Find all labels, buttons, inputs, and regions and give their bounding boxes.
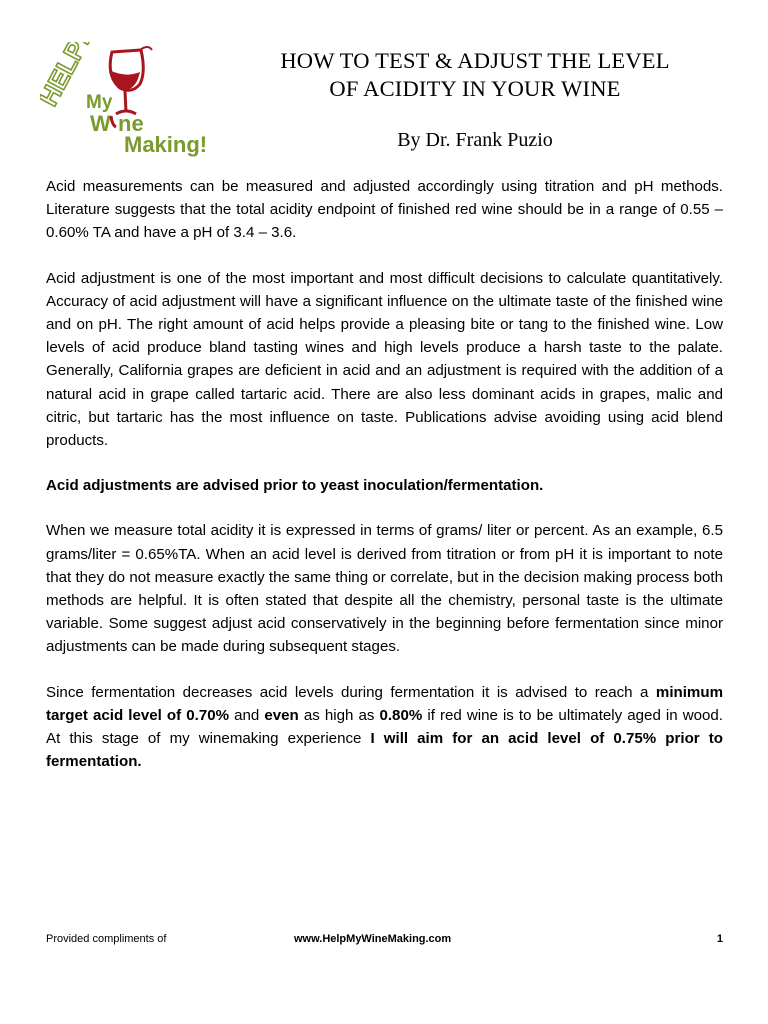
paragraph-advice-bold: Acid adjustments are advised prior to yeast inoculation/fermentation. (46, 477, 544, 495)
wine-glass-logo-icon (40, 42, 225, 157)
footer-credit: Provided compliments of (46, 933, 167, 945)
author-byline: By Dr. Frank Puzio (397, 129, 553, 151)
footer-website-link[interactable]: www.HelpMyWineMaking.com (294, 933, 452, 945)
p5-text-4: if red wine is to be ultimately aged in wood. At this stage of my winemaking experience (46, 706, 723, 748)
logo-my-text: My (86, 92, 113, 113)
document-body (46, 175, 723, 795)
help-my-wine-making-logo (40, 42, 225, 157)
title-line-2: OF ACIDITY IN YOUR WINE (329, 76, 621, 101)
p5-bold-1: minimum target acid level of 0.70% (46, 683, 723, 724)
p5-bold-3: 0.80% (379, 706, 423, 724)
p5-text-3: as high as (298, 706, 380, 724)
paragraph-fermentation (46, 681, 723, 774)
paragraph-acid-measurements: Acid measurements can be measured and adjusted accordingly using titration and pH methods. Literature suggests that the total acidity endpoint of finished red wine should be in a range of 0.55 – 0.60% TA and have a pH of 3.4 – 3.6. (46, 178, 723, 242)
paragraph-acid-adjustment: Acid adjustment is one of the most important and most difficult decisions to calculate quantitatively. Accuracy of acid adjustment will have a significant influence on the ultimate taste of the finished wine and on pH. The right amount of acid helps provide a pleasing bite or tang to the finished wine. Low levels of acid produce bland tasting wines and high levels produce a harsh taste to the palate. Generally, California grapes are deficient in acid and an adjustment is required with the addition of a natural acid in grape called tartaric acid. There are also less dominant acids in grapes, malic and citric, but tartaric has the most influence on taste. Publications advise avoiding using acid blend products. (46, 269, 723, 450)
paragraph-total-acidity: When we measure total acidity it is expressed in terms of grams/ liter or percent. As an example, 6.5 grams/liter = 0.65%TA. When an acid level is derived from titration or from pH it is important to note that they do not measure exactly the same thing or correlate, but in the decision making process both methods are helpful. It is often stated that despite all the chemistry, personal taste is the ultimate variable. Some suggest adjust acid conservatively in the beginning before fermentation since minor adjustments can be made during subsequent stages. (46, 522, 723, 656)
page-title (220, 47, 730, 103)
p5-text-1: Since fermentation decreases acid levels during fermentation it is advised to reach a (46, 683, 656, 701)
page-number: 1 (716, 933, 723, 945)
page-footer (46, 933, 723, 949)
title-line-1: HOW TO TEST & ADJUST THE LEVEL (280, 48, 670, 73)
logo-ne-text: ne (118, 111, 144, 136)
logo-w-text: W (90, 111, 111, 136)
p5-text-2: and (229, 706, 265, 724)
logo-making-text: Making! (124, 132, 208, 157)
logo-help-text: HELP! (40, 42, 96, 111)
p5-bold-4: I will aim for an acid level of 0.75% prior to fermentation. (46, 730, 723, 771)
p5-bold-2: even (264, 706, 299, 724)
